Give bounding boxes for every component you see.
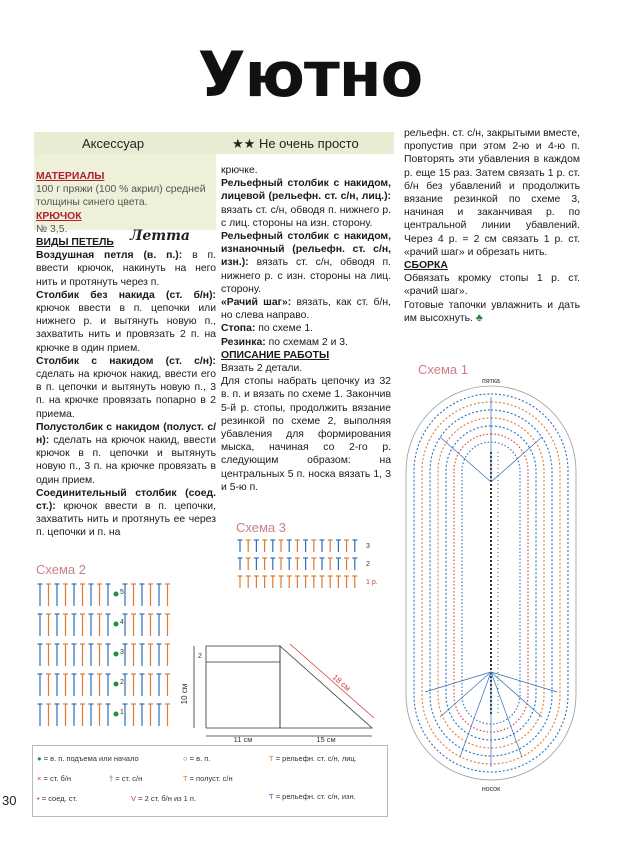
schema-2-start-dot (114, 622, 119, 627)
pattern-drawing (182, 636, 388, 744)
stitch-2-desc: крючок ввести в п. цепочки или нижнего р. и вытянуть новую п., захватить нить и провязать 2 п. на крючке в один прием. (36, 303, 216, 354)
hook-heading: КРЮЧОК (36, 210, 82, 222)
legend-5: = ст. с/н (115, 774, 143, 783)
column-3 (404, 127, 580, 325)
stitch-4-name: Полустолбик с накидом (полуст. с/н): (36, 421, 216, 447)
relief-front-name: Рельефный столбик с накидом, лицевой (рельефн. ст. с/н, лиц.): (221, 178, 391, 203)
stitch-4-desc: сделать на крючок накид, ввести крючок в п. цепочки и вытянуть новую п., 3 п. на крючке провязать в один прием. (36, 435, 216, 486)
page-title: Уютно (197, 38, 423, 111)
difficulty-label: Не очень просто (258, 136, 359, 151)
category-label: Аксессуар (82, 136, 145, 151)
page-number: 30 (2, 793, 17, 808)
schema-2-start-dot (114, 712, 119, 717)
crab-stitch-name: «Рачий шаг»: (221, 297, 292, 309)
legend: ● = в. п. подъема или начало ○ = в. п. Ƭ = рельефн. ст. с/н, лиц. × = ст. б/н † = ст. с/н T = полуст. с/н • = соед. ст. V = 2 ст. б/н из 1 п. Ƭ = рельефн. ст. с/н, изн. (32, 745, 388, 817)
legend-7: = соед. ст. (41, 794, 78, 803)
schema-2-start-dot (114, 682, 119, 687)
stitch-3-name: Столбик с накидом (ст. с/н): (36, 355, 216, 367)
schema-2-start-dot (114, 652, 119, 657)
assembly-heading: СБОРКА (404, 260, 448, 272)
stitch-1-name: Воздушная петля (в. п.): (36, 250, 183, 262)
brand-logo: Летта (130, 228, 190, 244)
schema-2-row-3: 3 (120, 649, 124, 656)
schema-2-start-dot (114, 592, 119, 597)
legend-3: = рельефн. ст. с/н, лиц. (275, 754, 357, 763)
foot-text: по схеме 1. (258, 323, 314, 335)
stitches-heading: ВИДЫ ПЕТЕЛЬ (36, 237, 114, 249)
rib-text: по схемам 2 и 3. (268, 336, 348, 348)
crab-stitch-desc: вязать, как ст. б/н, но слева направо. (221, 297, 392, 322)
column-2 (221, 164, 391, 494)
pattern-diag-label: 18 см (330, 672, 353, 694)
schema-1-top-label: пятка (482, 378, 500, 385)
materials-text: 100 г пряжи (100 % акрил) средней толщины синего цвета. (36, 184, 206, 209)
hook-text: № 3,5. (36, 223, 68, 235)
stitch-5-desc: крючок ввести в п. цепочки, захватить нить и протянуть ее через п. цепочки и п. на (36, 501, 216, 539)
stitch-3-desc: сделать на крючок накид, ввести его в п. цепочки и вытянуть новую п., 3 п. на крючке провязать попарно в 2 приема. (36, 369, 216, 420)
work-text-1: Вязать 2 детали. (221, 363, 303, 375)
legend-6: = полуст. с/н (189, 774, 233, 783)
schema-3-row-1: 1 р. (366, 579, 378, 586)
schema-1-bottom-label: носок (481, 786, 501, 793)
column-1 (36, 170, 216, 540)
col2-continuation: крючке. (221, 165, 258, 176)
legend-4: = ст. б/н (43, 774, 71, 783)
stitch-2-name: Столбик без накида (ст. б/н): (36, 289, 216, 301)
schema-2-row-5: 5 (120, 589, 124, 596)
legend-2: = в. п. (189, 754, 211, 763)
pattern-width1-label: 11 см (233, 735, 253, 744)
schema-1-diagram (400, 372, 600, 797)
pattern-top-label: 2 (198, 653, 202, 660)
col3-text-1: рельефн. ст. с/н, закрытыми вместе, пропустив при этом 2-ю и 4-ю п. Повторять эти убавления в каждом р. еще 15 раз. Затем связать 1 р. ст. б/н без убавлений и продолжить вязание резинкой по схеме 3, начиная и заканчивая р. по центральной линии убавлений. Через 4 р. = 2 см связать 1 р. ст. «рачий шаг» и обрезать нить. (404, 128, 580, 258)
schema-3-title: Схема 3 (236, 520, 286, 535)
relief-back-name: Рельефный столбик с накидом, изнаночный (рельефн. ст. с/н, изн.): (221, 231, 391, 269)
pattern-height-label: 10 см (180, 683, 189, 705)
schema-2-row-4: 4 (120, 619, 124, 626)
stitch-1-desc: в п. ввести крючок, накинуть на него нить и протянуть через п. (36, 250, 217, 288)
schema-3-diagram (236, 534, 386, 600)
schema-3-row-2: 2 (366, 561, 370, 568)
assembly-text-2: Готовые тапочки увлажнить и дать им высохнуть. (404, 299, 580, 324)
schema-1-title: Схема 1 (418, 362, 468, 377)
pattern-width2-label: 15 см (316, 735, 336, 744)
difficulty-rating (232, 136, 359, 152)
schema-2-row-2: 2 (120, 679, 124, 686)
rib-label: Резинка: (221, 336, 266, 348)
stitch-5-name: Соединительный столбик (соед. ст.): (36, 487, 216, 513)
difficulty-stars: ★★ (232, 136, 256, 151)
relief-back-desc: вязать ст. с/н, обводя п. нижнего р. с изн. стороны на лиц. сторону. (221, 257, 391, 295)
schema-2-diagram (36, 576, 178, 738)
schema-2-title: Схема 2 (36, 562, 86, 577)
legend-8: = 2 ст. б/н из 1 п. (138, 794, 197, 803)
schema-3-row-3: 3 (366, 543, 370, 550)
assembly-text-1: Обвязать кромку стопы 1 р. ст. «рачий шаг». (404, 273, 580, 298)
foot-label: Стопа: (221, 323, 256, 335)
work-heading: ОПИСАНИЕ РАБОТЫ (221, 349, 330, 361)
legend-9: = рельефн. ст. с/н, изн. (275, 792, 356, 801)
end-mark: ♣ (475, 312, 483, 324)
work-text-2: Для стопы набрать цепочку из 32 в. п. и вязать по схеме 1. Закончив 5-й р. стопы, продолжить вязание резинкой по схеме 2, выполняя убавления для формирования мыска, начиная со 2-го р. следующим образом: на центральных 5 п. носка вязать 1, 3 и 5-ю п. (221, 376, 391, 493)
materials-heading: МАТЕРИАЛЫ (36, 171, 105, 182)
schema-2-row-1: 1 (120, 709, 124, 716)
relief-front-desc: вязать ст. с/н, обводя п. нижнего р. с лиц. стороны на изн. сторону. (221, 204, 391, 229)
legend-1: = в. п. подъема или начало (43, 754, 139, 763)
